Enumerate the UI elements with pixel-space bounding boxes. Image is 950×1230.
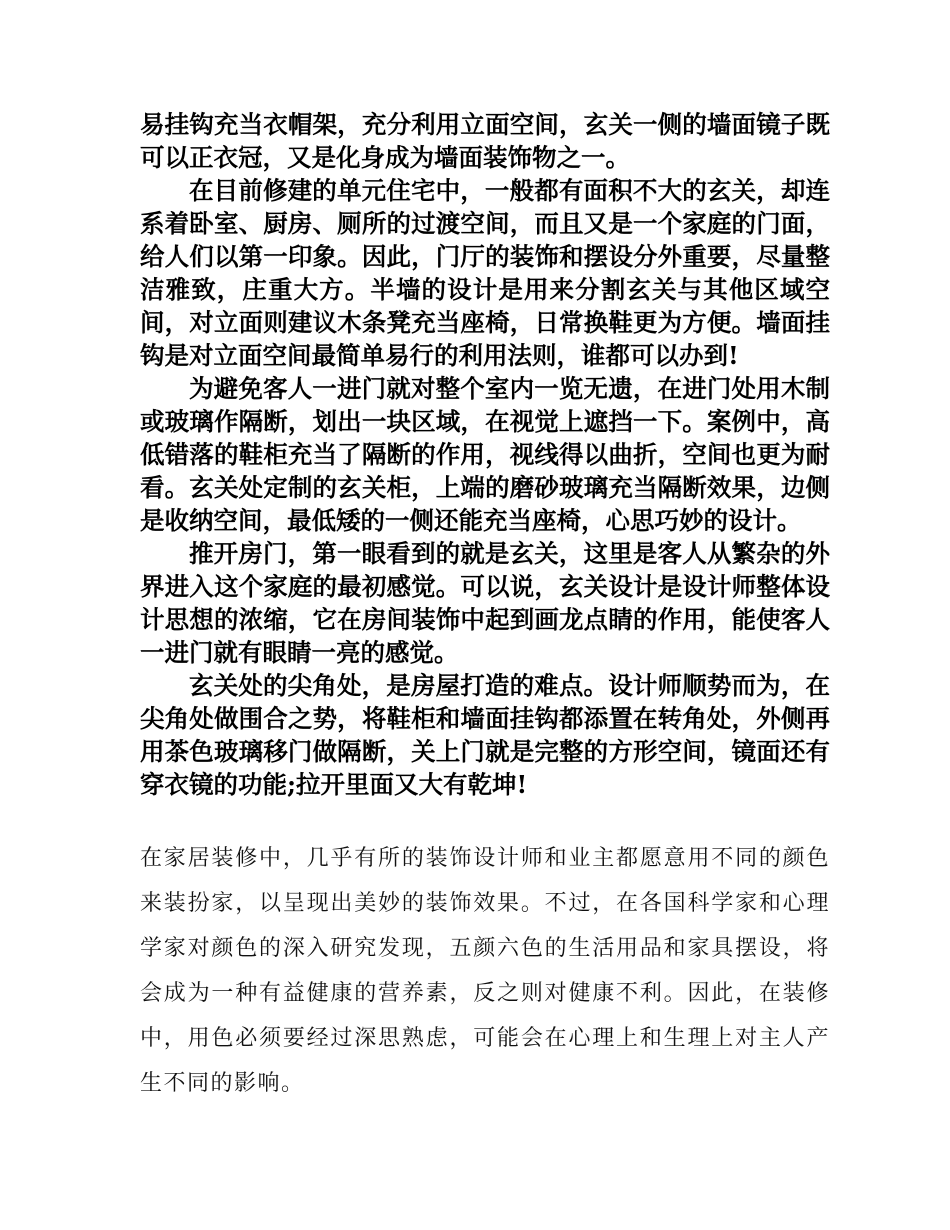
paragraph-sharp-corner: 玄关处的尖角处，是房屋打造的难点。设计师顺势而为，在尖角处做围合之势，将鞋柜和墙面挂钩都添置在转角处，外侧再用茶色玻璃移门做隔断，关上门就是完整的方形空间，镜面还有穿衣镜的功能;拉开里面又大有乾坤! [140, 671, 830, 799]
paragraph-color-health: 在家居装修中，几乎有所的装饰设计师和业主都愿意用不同的颜色来装扮家，以呈现出美妙的装饰效果。不过，在各国科学家和心理学家对颜色的深入研究发现，五颜六色的生活用品和家具摆设，将会成为一种有益健康的营养素，反之则对健康不利。因此，在装修中，用色必须要经过深思熟虑，可能会在心理上和生理上对主人产生不同的影响。 [140, 846, 830, 1096]
paragraph-continuation: 易挂钩充当衣帽架，充分利用立面空间，玄关一侧的墙面镜子既可以正衣冠，又是化身成为墙面装饰物之一。 [140, 110, 830, 172]
paragraph-partition: 为避免客人一进门就对整个室内一览无遗，在进门处用木制或玻璃作隔断，划出一块区域，在视觉上遮挡一下。案例中，高低错落的鞋柜充当了隔断的作用，视线得以曲折，空间也更为耐看。玄关处定制的玄关柜，上端的磨砂玻璃充当隔断效果，边侧是收纳空间，最低矮的一侧还能充当座椅，心思巧妙的设计。 [140, 374, 830, 535]
light-text-section [140, 836, 830, 1106]
paragraph-unit-housing: 在目前修建的单元住宅中，一般都有面积不大的玄关，却连系着卧室、厨房、厕所的过渡空间，而且又是一个家庭的门面，给人们以第一印象。因此，门厅的装饰和摆设分外重要，尽量整洁雅致，庄重大方。半墙的设计是用来分割玄关与其他区域空间，对立面则建议木条凳充当座椅，日常换鞋更为方便。墙面挂钩是对立面空间最简单易行的利用法则，谁都可以办到! [140, 176, 830, 370]
bold-text-section [140, 108, 830, 801]
paragraph-first-impression: 推开房门，第一眼看到的就是玄关，这里是客人从繁杂的外界进入这个家庭的最初感觉。可以说，玄关设计是设计师整体设计思想的浓缩，它在房间装饰中起到画龙点睛的作用，能使客人一进门就有眼睛一亮的感觉。 [140, 539, 830, 667]
